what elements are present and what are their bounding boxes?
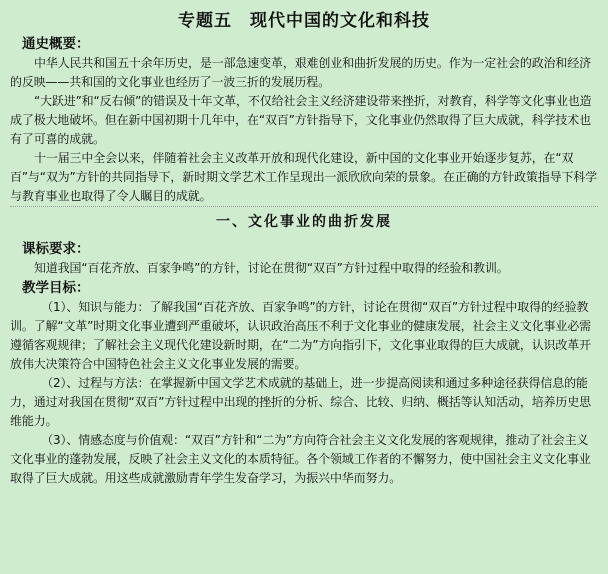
goal-process: （2）、过程与方法：在掌握新中国文学艺术成就的基础上，进一步提高阅读和通过多种途径获得信息的能力，通过对我国在贯彻“双百”方针过程中出现的挫折的分析、综合、比较、归纳、概括等认知活动，培养历史思维能力。 [10, 376, 591, 428]
overview-label: 通史概要： [22, 36, 90, 52]
standard-paragraph: 知道我国“百花齐放、百家争鸣”的方针，讨论在贯彻“双百”方针过程中取得的经验和教训。 [34, 261, 509, 275]
goals-label: 教学目标： [22, 280, 90, 296]
overview-paragraph-1: 中华人民共和国五十余年历史，是一部急速变革，艰难创业和曲折发展的历史。作为一定社会的政治和经济的反映——共和国的文化事业也经历了一波三折的发展历程。 [10, 56, 591, 89]
section-title: 一、文化事业的曲折发展 [216, 214, 392, 230]
goal-values: （3）、情感态度与价值观：“双百”方针和“二为”方向符合社会主义文化发展的客观规律，推动了社会主义文化事业的蓬勃发展，反映了社会主义文化的本质特征。各个领域工作者的不懈努力，使中国社会主义文化事业取得了巨大成就。用这些成就激励青年学生发奋学习，为振兴中华而努力。 [10, 433, 591, 485]
standard-label: 课标要求： [22, 241, 90, 257]
goal-knowledge: （1）、知识与能力：了解我国“百花齐放、百家争鸣”的方针，讨论在贯彻“双百”方针过程中取得的经验教训。了解“文革”时期文化事业遭到严重破坏，认识政治高压不利于文化事业的健康发展，社会主义文化事业必需遵循客观规律；了解社会主义现代化建设新时期，在“二为”方向指引下，文化事业取得的巨大成就，认识改革开放伟大决策符合中国特色社会主义文化事业发展的需要。 [10, 300, 591, 371]
document-title: 专题五 现代中国的文化和科技 [178, 11, 430, 31]
overview-paragraph-2: “大跃进”和“反右倾”的错误及十年文革，不仅给社会主义经济建设带来挫折，对教育，科学等文化事业也造成了极大地破坏。但在新中国初期十几年中，在“双百”方针指导下，文化事业仍然取得了巨大成就，科学技术也有了可喜的成就。 [10, 94, 592, 146]
overview-paragraph-3: 十一届三中全会以来，伴随着社会主义改革开放和现代化建设，新中国的文化事业开始逐步复苏，在“双百”与“双为”方针的共同指导下，新时期文学艺术工作呈现出一派欣欣向荣的景象。在正确的方针政策指导下科学与教育事业也取得了令人瞩目的成就。 [10, 149, 598, 207]
